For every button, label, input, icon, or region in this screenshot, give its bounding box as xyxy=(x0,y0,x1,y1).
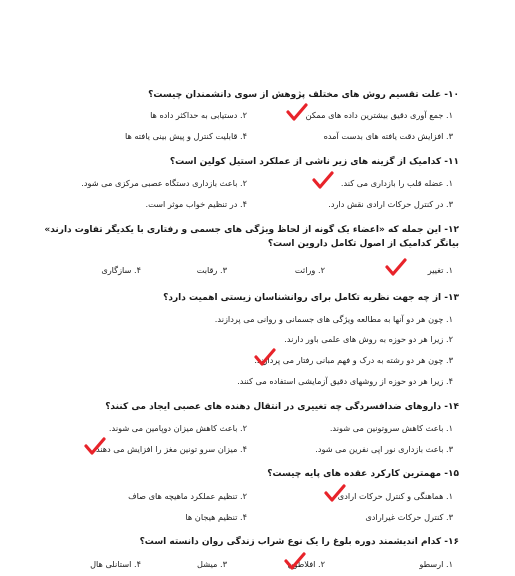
q14-option-4[interactable]: ۴. میزان سرو تونین مغز را افزایش می دهند. xyxy=(93,444,247,454)
q11-option-1[interactable]: ۱. عضله قلب را بازداری می کند. xyxy=(340,178,453,188)
q12-option-1[interactable]: ۱. تغییر xyxy=(427,265,453,275)
q15-option-1[interactable]: ۱. هماهنگی و کنترل حرکات ارادی xyxy=(337,491,453,501)
red-checkmark-icon xyxy=(284,552,306,570)
q10-option-4[interactable]: ۴. قابلیت کنترل و پیش بینی یافته ها xyxy=(125,131,247,141)
q10-option-2[interactable]: ۲. دستیابی به حداکثر داده ها xyxy=(150,110,247,120)
q13-option-1[interactable]: ۱. چون هر دو آنها به مطالعه ویژگی های جسمانی و روانی می پردازند. xyxy=(214,314,453,324)
red-checkmark-icon xyxy=(385,258,407,276)
q14-option-3[interactable]: ۳. باعث بازداری نور اپی نفرین می شود. xyxy=(315,444,453,454)
red-checkmark-icon xyxy=(286,103,308,121)
red-checkmark-icon xyxy=(84,437,106,455)
question-10: ۱۰- علت تقسیم روش های مختلف پژوهش از سوی دانشمندان چیست؟ xyxy=(148,90,459,100)
question-13: ۱۳- از چه جهت نظریه تکامل برای روانشناسان زیستی اهمیت دارد؟ xyxy=(163,293,459,303)
q16-option-3[interactable]: ۳. میشل xyxy=(197,559,227,569)
q11-option-2[interactable]: ۲. باعث بازداری دستگاه عصبی مرکزی می شود. xyxy=(81,178,247,188)
q12-option-3[interactable]: ۳. رقابت xyxy=(196,265,227,275)
q11-option-3[interactable]: ۳. در کنترل حرکات ارادی نقش دارد. xyxy=(328,199,453,209)
red-checkmark-icon xyxy=(324,484,346,502)
q12-option-4[interactable]: ۴. سازگاری xyxy=(101,265,141,275)
q10-option-3[interactable]: ۳. افزایش دقت یافته های بدست آمده xyxy=(323,131,453,141)
question-15: ۱۵- مهمترین کارکرد عقده های پایه چیست؟ xyxy=(267,469,459,479)
red-checkmark-icon xyxy=(254,348,276,366)
q15-option-3[interactable]: ۳. کنترل حرکات غیرارادی xyxy=(365,512,453,522)
question-16: ۱۶- کدام اندیشمند دوره بلوغ را یک نوع شراب زندگی روان دانسته است؟ xyxy=(139,537,459,547)
q15-option-4[interactable]: ۴. تنظیم هیجان ها xyxy=(185,512,247,522)
q14-option-1[interactable]: ۱. باعث کاهش سروتونین می شوند. xyxy=(329,423,453,433)
red-checkmark-icon xyxy=(312,171,334,189)
q16-option-4[interactable]: ۴. استانلی هال xyxy=(90,559,141,569)
q11-option-4[interactable]: ۴. در تنظیم خواب موثر است. xyxy=(145,199,247,209)
q16-option-1[interactable]: ۱. ارسطو xyxy=(419,559,453,569)
q13-option-3[interactable]: ۳. چون هر دو رشته به درک و فهم مبانی رفتار می پردازند. xyxy=(254,355,453,365)
q16-option-2[interactable]: ۲. افلاطون xyxy=(287,559,325,569)
q12-option-2[interactable]: ۲. وراثت xyxy=(294,265,325,275)
q13-option-2[interactable]: ۲. زیرا هر دو حوزه به روش های علمی باور دارند. xyxy=(284,334,453,344)
question-14: ۱۴- داروهای ضدافسردگی چه تغییری در انتقال دهنده های عصبی ایجاد می کنند؟ xyxy=(105,402,459,412)
q13-option-4[interactable]: ۴. زیرا هر دو حوزه از روشهای دقیق آزمایشی استفاده می کنند. xyxy=(237,376,453,386)
question-12: ۱۲- این جمله که «اعضاء یک گونه از لحاظ ویژگی های جسمی و رفتاری با یکدیگر تفاوت دارند» بیانگر کدامیک از اصول تکامل داروین است؟ xyxy=(44,225,459,249)
q14-option-2[interactable]: ۲. باعث کاهش میزان دوپامین می شوند. xyxy=(108,423,247,433)
question-11: ۱۱- کدامیک از گزینه های زیر ناشی از عملکرد استیل کولین است؟ xyxy=(169,157,459,167)
q15-option-2[interactable]: ۲. تنظیم عملکرد ماهیچه های صاف xyxy=(128,491,247,501)
q10-option-1[interactable]: ۱. جمع آوری دقیق بیشترین داده های ممکن xyxy=(305,110,453,120)
